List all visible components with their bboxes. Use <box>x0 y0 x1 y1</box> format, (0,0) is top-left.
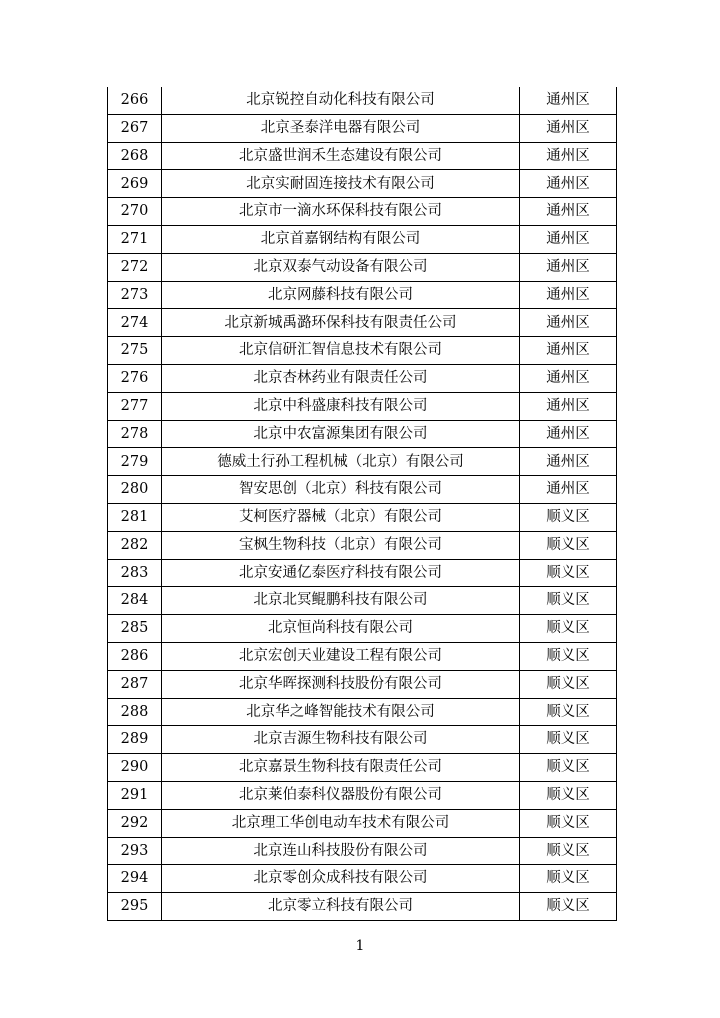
company-name-cell: 宝枫生物科技（北京）有限公司 <box>162 531 520 559</box>
table-row <box>108 337 617 365</box>
district-cell: 顺义区 <box>520 726 617 754</box>
row-number-cell: 287 <box>108 670 162 698</box>
row-number-cell: 289 <box>108 726 162 754</box>
company-name-cell: 北京恒尚科技有限公司 <box>162 615 520 643</box>
row-number-cell: 279 <box>108 448 162 476</box>
district-cell: 通州区 <box>520 337 617 365</box>
district-cell: 通州区 <box>520 253 617 281</box>
company-name-cell: 艾柯医疗器械（北京）有限公司 <box>162 503 520 531</box>
district-cell: 顺义区 <box>520 893 617 921</box>
company-name-cell: 北京中农富源集团有限公司 <box>162 420 520 448</box>
company-name-cell: 北京双泰气动设备有限公司 <box>162 253 520 281</box>
table-row <box>108 476 617 504</box>
district-cell: 通州区 <box>520 309 617 337</box>
row-number-cell: 292 <box>108 809 162 837</box>
district-cell: 通州区 <box>520 170 617 198</box>
company-name-cell: 北京连山科技股份有限公司 <box>162 837 520 865</box>
row-number-cell: 268 <box>108 142 162 170</box>
district-cell: 顺义区 <box>520 587 617 615</box>
company-name-cell: 北京宏创天业建设工程有限公司 <box>162 642 520 670</box>
table-row <box>108 837 617 865</box>
company-table <box>107 87 617 921</box>
company-name-cell: 北京杏林药业有限责任公司 <box>162 364 520 392</box>
table-row <box>108 893 617 921</box>
company-name-cell: 北京新城禹潞环保科技有限责任公司 <box>162 309 520 337</box>
row-number-cell: 272 <box>108 253 162 281</box>
table-row <box>108 281 617 309</box>
district-cell: 顺义区 <box>520 559 617 587</box>
table-row <box>108 114 617 142</box>
row-number-cell: 276 <box>108 364 162 392</box>
district-cell: 通州区 <box>520 114 617 142</box>
row-number-cell: 275 <box>108 337 162 365</box>
row-number-cell: 273 <box>108 281 162 309</box>
district-cell: 通州区 <box>520 448 617 476</box>
district-cell: 顺义区 <box>520 642 617 670</box>
row-number-cell: 283 <box>108 559 162 587</box>
district-cell: 顺义区 <box>520 615 617 643</box>
company-name-cell: 北京吉源生物科技有限公司 <box>162 726 520 754</box>
district-cell: 顺义区 <box>520 781 617 809</box>
table-row <box>108 309 617 337</box>
row-number-cell: 269 <box>108 170 162 198</box>
table-row <box>108 559 617 587</box>
row-number-cell: 293 <box>108 837 162 865</box>
company-name-cell: 北京盛世润禾生态建设有限公司 <box>162 142 520 170</box>
row-number-cell: 267 <box>108 114 162 142</box>
company-name-cell: 北京北冥鲲鹏科技有限公司 <box>162 587 520 615</box>
table-row <box>108 531 617 559</box>
table-row <box>108 781 617 809</box>
table-row <box>108 642 617 670</box>
table-row <box>108 448 617 476</box>
company-name-cell: 德威土行孙工程机械（北京）有限公司 <box>162 448 520 476</box>
table-row <box>108 198 617 226</box>
district-cell: 顺义区 <box>520 809 617 837</box>
row-number-cell: 270 <box>108 198 162 226</box>
row-number-cell: 278 <box>108 420 162 448</box>
district-cell: 通州区 <box>520 364 617 392</box>
row-number-cell: 271 <box>108 225 162 253</box>
company-name-cell: 北京实耐固连接技术有限公司 <box>162 170 520 198</box>
table-row <box>108 253 617 281</box>
table-row <box>108 170 617 198</box>
table-row <box>108 225 617 253</box>
page-number: 1 <box>355 938 365 954</box>
row-number-cell: 266 <box>108 87 162 114</box>
company-name-cell: 北京莱伯泰科仪器股份有限公司 <box>162 781 520 809</box>
district-cell: 顺义区 <box>520 698 617 726</box>
table-row <box>108 670 617 698</box>
company-name-cell: 北京安通亿泰医疗科技有限公司 <box>162 559 520 587</box>
district-cell: 顺义区 <box>520 837 617 865</box>
company-name-cell: 北京信研汇智信息技术有限公司 <box>162 337 520 365</box>
district-cell: 顺义区 <box>520 865 617 893</box>
row-number-cell: 285 <box>108 615 162 643</box>
company-name-cell: 北京网藤科技有限公司 <box>162 281 520 309</box>
district-cell: 通州区 <box>520 476 617 504</box>
row-number-cell: 281 <box>108 503 162 531</box>
company-name-cell: 北京零创众成科技有限公司 <box>162 865 520 893</box>
row-number-cell: 295 <box>108 893 162 921</box>
table-row <box>108 754 617 782</box>
district-cell: 通州区 <box>520 225 617 253</box>
row-number-cell: 291 <box>108 781 162 809</box>
district-cell: 通州区 <box>520 420 617 448</box>
row-number-cell: 288 <box>108 698 162 726</box>
company-name-cell: 北京市一滴水环保科技有限公司 <box>162 198 520 226</box>
district-cell: 通州区 <box>520 142 617 170</box>
district-cell: 顺义区 <box>520 670 617 698</box>
district-cell: 顺义区 <box>520 503 617 531</box>
district-cell: 通州区 <box>520 281 617 309</box>
company-name-cell: 北京嘉景生物科技有限责任公司 <box>162 754 520 782</box>
table-row <box>108 87 617 114</box>
table-row <box>108 726 617 754</box>
company-name-cell: 智安思创（北京）科技有限公司 <box>162 476 520 504</box>
table-row <box>108 615 617 643</box>
table-row <box>108 420 617 448</box>
row-number-cell: 277 <box>108 392 162 420</box>
table-row <box>108 392 617 420</box>
company-name-cell: 北京中科盛康科技有限公司 <box>162 392 520 420</box>
row-number-cell: 290 <box>108 754 162 782</box>
district-cell: 顺义区 <box>520 531 617 559</box>
row-number-cell: 284 <box>108 587 162 615</box>
company-name-cell: 北京理工华创电动车技术有限公司 <box>162 809 520 837</box>
row-number-cell: 282 <box>108 531 162 559</box>
table-row <box>108 587 617 615</box>
district-cell: 通州区 <box>520 87 617 114</box>
company-name-cell: 北京零立科技有限公司 <box>162 893 520 921</box>
company-table-body <box>108 87 617 920</box>
company-name-cell: 北京华之峰智能技术有限公司 <box>162 698 520 726</box>
table-row <box>108 142 617 170</box>
row-number-cell: 294 <box>108 865 162 893</box>
table-row <box>108 809 617 837</box>
row-number-cell: 274 <box>108 309 162 337</box>
table-row <box>108 865 617 893</box>
district-cell: 通州区 <box>520 392 617 420</box>
row-number-cell: 286 <box>108 642 162 670</box>
table-row <box>108 364 617 392</box>
company-name-cell: 北京圣泰洋电器有限公司 <box>162 114 520 142</box>
company-name-cell: 北京华晖探测科技股份有限公司 <box>162 670 520 698</box>
table-row <box>108 698 617 726</box>
company-name-cell: 北京首嘉钢结构有限公司 <box>162 225 520 253</box>
district-cell: 通州区 <box>520 198 617 226</box>
district-cell: 顺义区 <box>520 754 617 782</box>
company-name-cell: 北京锐控自动化科技有限公司 <box>162 87 520 114</box>
table-row <box>108 503 617 531</box>
row-number-cell: 280 <box>108 476 162 504</box>
